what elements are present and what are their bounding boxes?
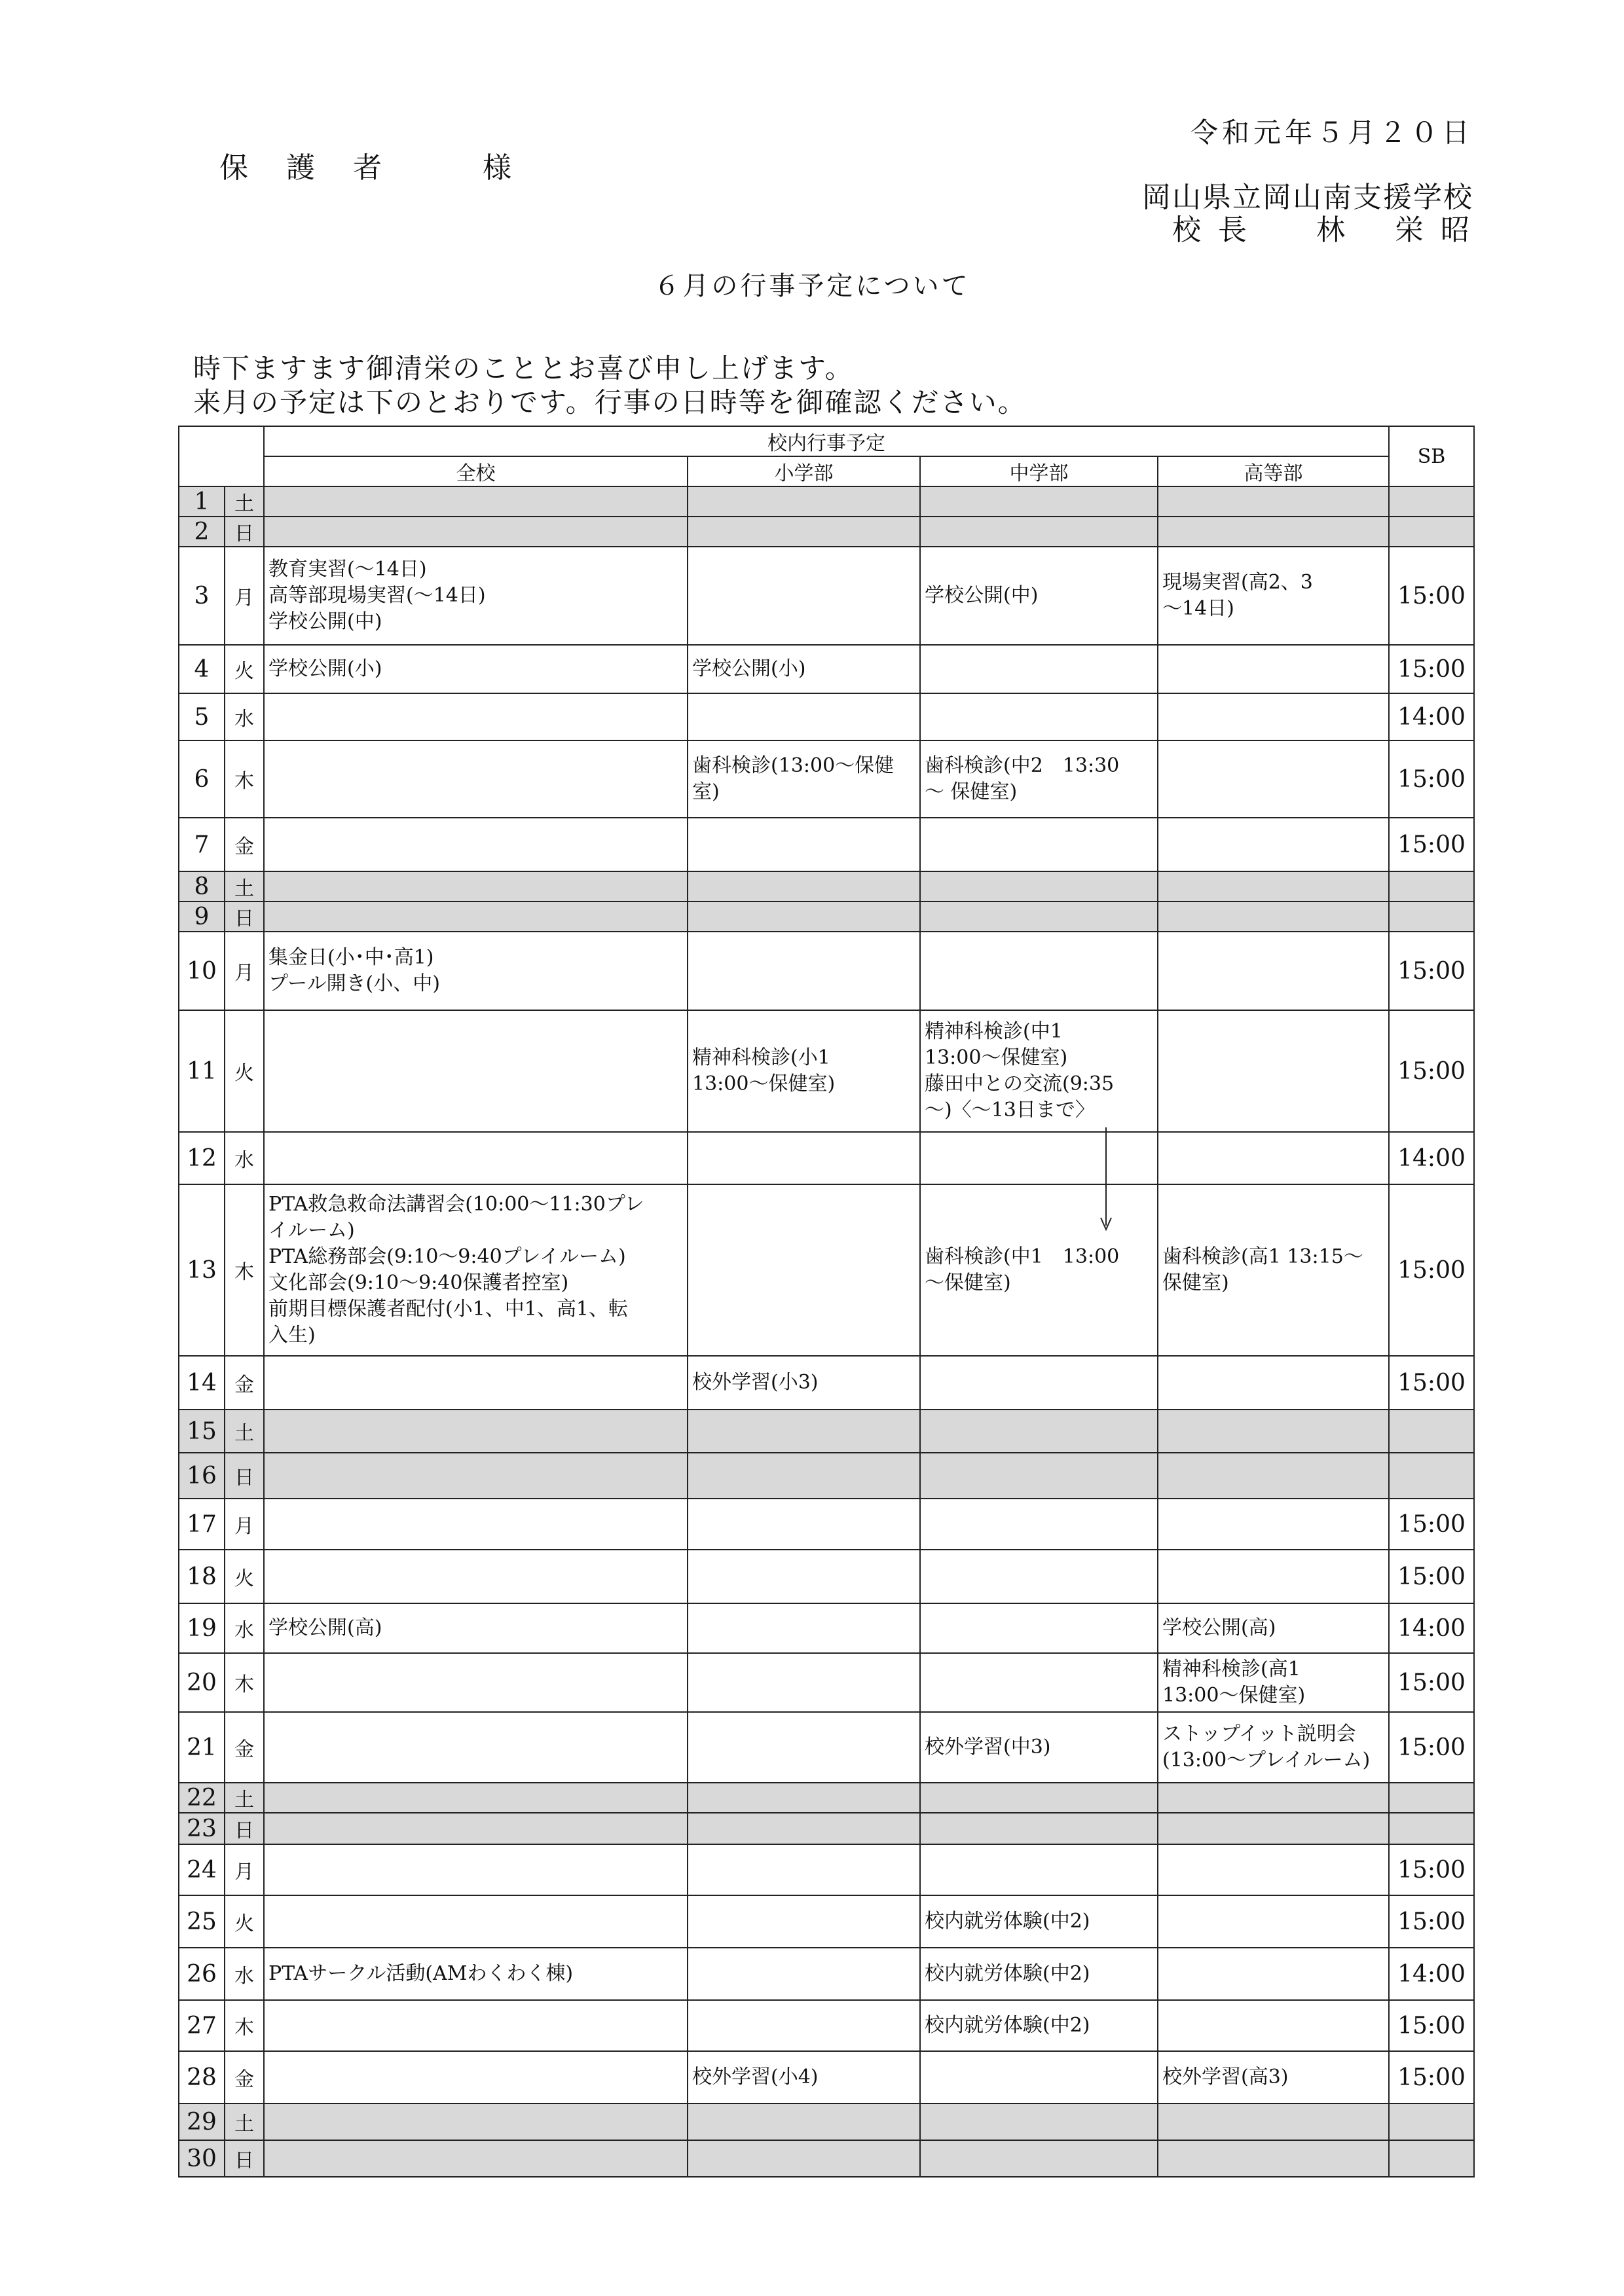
cell-junior	[920, 1453, 1158, 1499]
cell-elementary	[688, 818, 920, 871]
cell-sb: 14:00	[1389, 1603, 1474, 1653]
table-row	[179, 1010, 1474, 1132]
table-row	[179, 871, 1474, 902]
cell-all: 学校公開(小)	[264, 645, 688, 693]
cell-sb	[1389, 1453, 1474, 1499]
cell-all: 教育実習(〜14日) 高等部現場実習(〜14日) 学校公開(中)	[264, 547, 688, 645]
day-of-week: 日	[225, 1813, 264, 1844]
cell-all	[264, 1356, 688, 1410]
cell-junior	[920, 645, 1158, 693]
day-of-week: 月	[225, 547, 264, 645]
cell-elementary	[688, 486, 920, 517]
cell-high	[1158, 932, 1389, 1010]
day-of-week: 土	[225, 871, 264, 902]
cell-sb: 15:00	[1389, 1010, 1474, 1132]
cell-elementary	[688, 1453, 920, 1499]
cell-elementary: 校外学習(小4)	[688, 2051, 920, 2104]
cell-all	[264, 1010, 688, 1132]
cell-sb	[1389, 517, 1474, 547]
day-of-week: 月	[225, 1499, 264, 1550]
day-number: 24	[179, 1844, 225, 1895]
cell-junior	[920, 871, 1158, 902]
cell-elementary	[688, 517, 920, 547]
cell-all: PTA救急救命法講習会(10:00〜11:30プレ イルーム) PTA総務部会(9:10〜9:40プレイルーム) 文化部会(9:10〜9:40保護者控室) 前期目標保護者配付(小1、中1、高1、転 入生)	[264, 1184, 688, 1356]
greeting-line-2: 来月の予定は下のとおりです。行事の日時等を御確認ください。	[193, 386, 1027, 418]
cell-elementary	[688, 1132, 920, 1184]
cell-elementary	[688, 1603, 920, 1653]
cell-high	[1158, 2000, 1389, 2051]
day-number: 1	[179, 486, 225, 517]
day-number: 3	[179, 547, 225, 645]
day-of-week: 日	[225, 2140, 264, 2177]
cell-elementary	[688, 1499, 920, 1550]
day-of-week: 金	[225, 2051, 264, 2104]
cell-sb: 15:00	[1389, 1356, 1474, 1410]
day-of-week: 木	[225, 1653, 264, 1712]
cell-all	[264, 1653, 688, 1712]
table-row	[179, 2104, 1474, 2140]
table-row	[179, 740, 1474, 818]
cell-all: 集金日(小･中･高1) プール開き(小、中)	[264, 932, 688, 1010]
cell-elementary: 歯科検診(13:00〜保健 室)	[688, 740, 920, 818]
cell-junior: 校内就労体験(中2)	[920, 1895, 1158, 1948]
col-header-all: 全校	[264, 456, 688, 486]
col-header-high: 高等部	[1158, 456, 1389, 486]
day-number: 12	[179, 1132, 225, 1184]
day-number: 29	[179, 2104, 225, 2140]
col-header-elementary: 小学部	[688, 456, 920, 486]
cell-sb: 15:00	[1389, 1895, 1474, 1948]
cell-high: ストップイット説明会 (13:00〜プレイルーム)	[1158, 1712, 1389, 1783]
cell-elementary	[688, 1653, 920, 1712]
cell-high	[1158, 2104, 1389, 2140]
cell-sb	[1389, 2104, 1474, 2140]
table-row	[179, 1132, 1474, 1184]
day-number: 15	[179, 1410, 225, 1453]
cell-sb: 14:00	[1389, 1948, 1474, 2000]
table-row	[179, 1603, 1474, 1653]
day-of-week: 日	[225, 517, 264, 547]
cell-sb: 15:00	[1389, 932, 1474, 1010]
cell-junior: 精神科検診(中1 13:00〜保健室) 藤田中との交流(9:35 〜)〈〜13日まで〉	[920, 1010, 1158, 1132]
day-of-week: 金	[225, 818, 264, 871]
day-number: 17	[179, 1499, 225, 1550]
cell-sb	[1389, 486, 1474, 517]
day-of-week: 土	[225, 1410, 264, 1453]
day-number: 14	[179, 1356, 225, 1410]
cell-all	[264, 740, 688, 818]
cell-junior: 校内就労体験(中2)	[920, 1948, 1158, 2000]
cell-sb: 14:00	[1389, 1132, 1474, 1184]
cell-elementary	[688, 902, 920, 932]
cell-all	[264, 2104, 688, 2140]
cell-all	[264, 1550, 688, 1603]
day-number: 26	[179, 1948, 225, 2000]
day-number: 18	[179, 1550, 225, 1603]
cell-high: 現場実習(高2、3 〜14日)	[1158, 547, 1389, 645]
cell-junior	[920, 693, 1158, 740]
cell-high	[1158, 1783, 1389, 1813]
cell-high	[1158, 818, 1389, 871]
cell-all: PTAサークル活動(AMわくわく棟)	[264, 1948, 688, 2000]
cell-all	[264, 2140, 688, 2177]
cell-high	[1158, 871, 1389, 902]
cell-all	[264, 1783, 688, 1813]
table-row	[179, 1895, 1474, 1948]
table-row	[179, 1844, 1474, 1895]
day-number: 23	[179, 1813, 225, 1844]
cell-high	[1158, 645, 1389, 693]
cell-all	[264, 1712, 688, 1783]
day-of-week: 日	[225, 1453, 264, 1499]
greeting-line-1: 時下ますます御清栄のこととお喜び申し上げます。	[193, 352, 854, 384]
day-of-week: 火	[225, 1895, 264, 1948]
cell-all	[264, 693, 688, 740]
cell-sb: 15:00	[1389, 2051, 1474, 2104]
cell-sb	[1389, 1813, 1474, 1844]
day-of-week: 水	[225, 1603, 264, 1653]
cell-sb	[1389, 1783, 1474, 1813]
cell-junior	[920, 1653, 1158, 1712]
cell-high	[1158, 1356, 1389, 1410]
cell-elementary	[688, 1783, 920, 1813]
table-row	[179, 902, 1474, 932]
cell-high	[1158, 2140, 1389, 2177]
page-title: ６月の行事予定について	[654, 271, 970, 301]
table-row	[179, 1653, 1474, 1712]
day-of-week: 日	[225, 902, 264, 932]
arrow-down-icon	[1098, 1127, 1114, 1232]
cell-junior: 校内就労体験(中2)	[920, 2000, 1158, 2051]
table-row	[179, 1410, 1474, 1453]
day-number: 30	[179, 2140, 225, 2177]
cell-sb: 15:00	[1389, 1499, 1474, 1550]
cell-sb: 14:00	[1389, 693, 1474, 740]
cell-all	[264, 1895, 688, 1948]
day-number: 13	[179, 1184, 225, 1356]
table-row	[179, 1356, 1474, 1410]
cell-high	[1158, 1010, 1389, 1132]
day-number: 7	[179, 818, 225, 871]
table-row	[179, 2000, 1474, 2051]
day-number: 21	[179, 1712, 225, 1783]
cell-junior: 校外学習(中3)	[920, 1712, 1158, 1783]
cell-junior	[920, 2104, 1158, 2140]
table-row	[179, 1453, 1474, 1499]
cell-junior: 歯科検診(中1 13:00 〜保健室)	[920, 1184, 1158, 1356]
recipient: 保 護 者 様	[219, 151, 526, 185]
day-of-week: 土	[225, 1783, 264, 1813]
cell-elementary	[688, 1550, 920, 1603]
table-row	[179, 932, 1474, 1010]
cell-all	[264, 2000, 688, 2051]
letter-date: 令和元年５月２０日	[1190, 117, 1473, 149]
day-of-week: 木	[225, 2000, 264, 2051]
cell-high	[1158, 486, 1389, 517]
day-of-week: 水	[225, 693, 264, 740]
cell-junior	[920, 1410, 1158, 1453]
cell-high	[1158, 1844, 1389, 1895]
cell-elementary	[688, 693, 920, 740]
day-of-week: 土	[225, 486, 264, 517]
schedule-body	[179, 486, 1474, 2177]
day-of-week: 水	[225, 1132, 264, 1184]
cell-junior: 学校公開(中)	[920, 547, 1158, 645]
cell-sb: 15:00	[1389, 1550, 1474, 1603]
cell-high	[1158, 1948, 1389, 2000]
cell-all	[264, 871, 688, 902]
cell-all	[264, 1813, 688, 1844]
cell-all	[264, 1453, 688, 1499]
cell-sb: 15:00	[1389, 740, 1474, 818]
day-number: 4	[179, 645, 225, 693]
cell-junior	[920, 902, 1158, 932]
table-row	[179, 1948, 1474, 2000]
day-of-week: 木	[225, 740, 264, 818]
day-of-week: 土	[225, 2104, 264, 2140]
cell-elementary	[688, 1813, 920, 1844]
cell-elementary	[688, 1712, 920, 1783]
sb-header: SB	[1389, 426, 1474, 486]
day-number: 6	[179, 740, 225, 818]
cell-high: 学校公開(高)	[1158, 1603, 1389, 1653]
table-row	[179, 1813, 1474, 1844]
cell-sb: 15:00	[1389, 2000, 1474, 2051]
day-number: 9	[179, 902, 225, 932]
cell-elementary	[688, 547, 920, 645]
corner-cell	[179, 426, 264, 486]
table-row	[179, 1499, 1474, 1550]
principal-name: 校 長 林 栄 昭	[1172, 213, 1473, 247]
table-row	[179, 2140, 1474, 2177]
cell-elementary	[688, 2000, 920, 2051]
table-row	[179, 1550, 1474, 1603]
day-of-week: 火	[225, 645, 264, 693]
cell-all	[264, 486, 688, 517]
table-row	[179, 693, 1474, 740]
day-number: 8	[179, 871, 225, 902]
cell-elementary	[688, 932, 920, 1010]
cell-sb: 15:00	[1389, 547, 1474, 645]
cell-junior	[920, 1844, 1158, 1895]
day-number: 27	[179, 2000, 225, 2051]
cell-high	[1158, 1895, 1389, 1948]
cell-high	[1158, 902, 1389, 932]
cell-all	[264, 517, 688, 547]
cell-junior	[920, 1132, 1158, 1184]
cell-junior	[920, 1813, 1158, 1844]
cell-sb: 15:00	[1389, 1844, 1474, 1895]
table-row	[179, 2051, 1474, 2104]
cell-all	[264, 902, 688, 932]
table-row	[179, 486, 1474, 517]
cell-high	[1158, 1132, 1389, 1184]
group-header: 校内行事予定	[264, 426, 1389, 456]
cell-elementary	[688, 1844, 920, 1895]
day-of-week: 火	[225, 1010, 264, 1132]
table-row	[179, 517, 1474, 547]
cell-junior	[920, 2051, 1158, 2104]
cell-junior	[920, 486, 1158, 517]
cell-elementary	[688, 2140, 920, 2177]
cell-junior	[920, 818, 1158, 871]
table-row	[179, 1783, 1474, 1813]
cell-all	[264, 1410, 688, 1453]
day-number: 28	[179, 2051, 225, 2104]
day-of-week: 金	[225, 1356, 264, 1410]
cell-all	[264, 2051, 688, 2104]
schedule-table	[178, 426, 1475, 2178]
cell-sb	[1389, 871, 1474, 902]
cell-sb: 15:00	[1389, 1712, 1474, 1783]
day-of-week: 水	[225, 1948, 264, 2000]
day-of-week: 木	[225, 1184, 264, 1356]
cell-sb: 15:00	[1389, 1653, 1474, 1712]
cell-elementary	[688, 871, 920, 902]
cell-junior	[920, 932, 1158, 1010]
cell-high	[1158, 1550, 1389, 1603]
day-of-week: 火	[225, 1550, 264, 1603]
cell-junior	[920, 2140, 1158, 2177]
cell-sb: 15:00	[1389, 818, 1474, 871]
cell-junior	[920, 517, 1158, 547]
cell-all	[264, 1499, 688, 1550]
cell-all: 学校公開(高)	[264, 1603, 688, 1653]
day-of-week: 金	[225, 1712, 264, 1783]
cell-junior: 歯科検診(中2 13:30 〜 保健室)	[920, 740, 1158, 818]
cell-all	[264, 1132, 688, 1184]
cell-high: 歯科検診(高1 13:15〜 保健室)	[1158, 1184, 1389, 1356]
table-row	[179, 547, 1474, 645]
cell-elementary: 校外学習(小3)	[688, 1356, 920, 1410]
cell-elementary: 精神科検診(小1 13:00〜保健室)	[688, 1010, 920, 1132]
cell-high	[1158, 693, 1389, 740]
day-number: 5	[179, 693, 225, 740]
day-of-week: 月	[225, 1844, 264, 1895]
cell-junior	[920, 1783, 1158, 1813]
cell-high	[1158, 1453, 1389, 1499]
cell-elementary	[688, 1410, 920, 1453]
cell-all	[264, 1844, 688, 1895]
cell-high	[1158, 1813, 1389, 1844]
day-number: 19	[179, 1603, 225, 1653]
cell-junior	[920, 1356, 1158, 1410]
cell-high: 精神科検診(高1 13:00〜保健室)	[1158, 1653, 1389, 1712]
cell-elementary: 学校公開(小)	[688, 645, 920, 693]
day-number: 16	[179, 1453, 225, 1499]
cell-sb	[1389, 1410, 1474, 1453]
cell-junior	[920, 1499, 1158, 1550]
cell-elementary	[688, 1948, 920, 2000]
cell-high	[1158, 1499, 1389, 1550]
cell-sb	[1389, 902, 1474, 932]
day-number: 11	[179, 1010, 225, 1132]
cell-high: 校外学習(高3)	[1158, 2051, 1389, 2104]
cell-sb: 15:00	[1389, 645, 1474, 693]
cell-all	[264, 818, 688, 871]
cell-junior	[920, 1603, 1158, 1653]
table-row	[179, 645, 1474, 693]
cell-elementary	[688, 1895, 920, 1948]
table-row	[179, 818, 1474, 871]
cell-high	[1158, 517, 1389, 547]
col-header-junior: 中学部	[920, 456, 1158, 486]
cell-high	[1158, 740, 1389, 818]
day-number: 25	[179, 1895, 225, 1948]
cell-sb: 15:00	[1389, 1184, 1474, 1356]
cell-elementary	[688, 2104, 920, 2140]
day-of-week: 月	[225, 932, 264, 1010]
day-number: 20	[179, 1653, 225, 1712]
cell-sb	[1389, 2140, 1474, 2177]
day-number: 2	[179, 517, 225, 547]
cell-junior	[920, 1550, 1158, 1603]
day-number: 10	[179, 932, 225, 1010]
cell-elementary	[688, 1184, 920, 1356]
day-number: 22	[179, 1783, 225, 1813]
table-row	[179, 1184, 1474, 1356]
cell-high	[1158, 1410, 1389, 1453]
table-row	[179, 1712, 1474, 1783]
school-name: 岡山県立岡山南支援学校	[1142, 181, 1473, 214]
